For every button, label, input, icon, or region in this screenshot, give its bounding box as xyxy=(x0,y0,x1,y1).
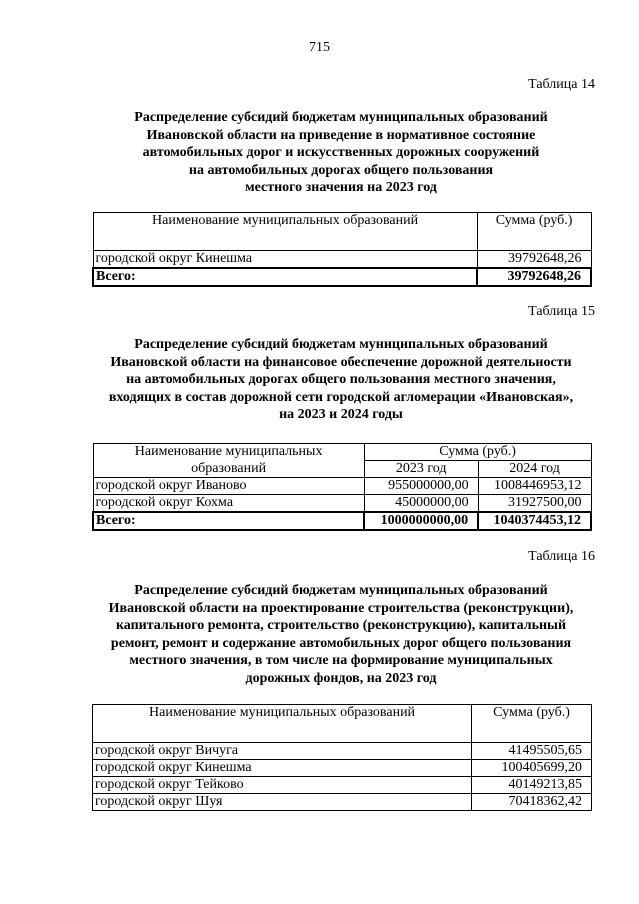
page-number: 715 xyxy=(309,40,330,55)
total-2024-cell: 1040374453,12 xyxy=(478,512,591,530)
title-line: Ивановской области на финансовое обеспечение дорожной деятельности xyxy=(110,354,572,370)
table-14 xyxy=(92,212,592,287)
table-15-title xyxy=(84,336,598,424)
name-cell: городской округ Шуя xyxy=(93,794,472,811)
total-label-cell: Всего: xyxy=(93,268,477,286)
name-cell: городской округ Кохма xyxy=(93,495,364,513)
title-line: входящих в состав дорожной сети городской агломерации «Ивановская», xyxy=(108,389,574,405)
table-row xyxy=(93,495,591,513)
header-name-cell: Наименование муниципальных xyxy=(93,444,364,461)
table-14-title xyxy=(92,109,590,197)
table-row xyxy=(93,478,591,495)
title-line: Распределение субсидий бюджетам муниципальных образований xyxy=(134,337,548,352)
name-cell: городской округ Кинешма xyxy=(93,760,472,777)
header-name-cell: образований xyxy=(93,461,364,478)
title-line: на автомобильных дорогах общего пользования местного значения, xyxy=(126,372,556,387)
name-cell: городской округ Иваново xyxy=(93,478,364,495)
sum-cell: 70418362,42 xyxy=(472,794,592,811)
total-sum-cell: 39792648,26 xyxy=(477,268,591,286)
title-line: Ивановской области на проектирование строительства (реконструкции), xyxy=(108,600,574,616)
sum-cell: 41495505,65 xyxy=(472,743,592,760)
sum-cell: 100405699,20 xyxy=(472,760,592,777)
name-cell: городской округ Тейково xyxy=(93,777,472,794)
table-row xyxy=(93,251,591,269)
total-row xyxy=(93,512,591,530)
table-header-row xyxy=(93,444,591,461)
title-line: Ивановской области на приведение в нормативное состояние xyxy=(146,127,536,143)
table-14-label: Таблица 14 xyxy=(528,77,595,92)
header-sum-cell: Сумма (руб.) xyxy=(472,705,592,743)
header-name-cell: Наименование муниципальных образований xyxy=(93,213,477,251)
value-2024-cell: 1008446953,12 xyxy=(478,478,591,495)
title-line: на автомобильных дорогах общего пользования xyxy=(188,162,494,178)
title-line: автомобильных дорог и искусственных дорожных сооружений xyxy=(142,145,540,160)
sum-cell: 39792648,26 xyxy=(477,251,591,269)
header-sum-cell: Сумма (руб.) xyxy=(477,213,591,251)
title-line: Распределение субсидий бюджетам муниципальных образований xyxy=(134,583,548,598)
table-header-row xyxy=(93,213,591,251)
sum-cell: 40149213,85 xyxy=(472,777,592,794)
table-16 xyxy=(92,704,592,811)
table-15-label: Таблица 15 xyxy=(528,304,595,319)
title-line: ремонт, ремонт и содержание автомобильных дорог общего пользования xyxy=(110,635,572,651)
header-year-cell: 2023 год xyxy=(364,461,478,478)
table-16-title xyxy=(84,582,598,687)
title-line: местного значения на 2023 год xyxy=(245,180,437,195)
table-row xyxy=(93,794,592,811)
name-cell: городской округ Кинешма xyxy=(93,251,477,269)
title-line: местного значения, в том числе на формирование муниципальных xyxy=(129,653,553,668)
table-16-label: Таблица 16 xyxy=(528,549,595,564)
table-row xyxy=(93,777,592,794)
title-line: на 2023 и 2024 годы xyxy=(279,407,403,422)
table-15 xyxy=(92,443,592,531)
title-line: капитального ремонта, строительство (реконструкцию), капитальный xyxy=(115,618,567,633)
title-line: дорожных фондов, на 2023 год xyxy=(245,670,437,686)
header-year-cell: 2024 год xyxy=(478,461,591,478)
table-header-row xyxy=(93,461,591,478)
table-row xyxy=(93,743,592,760)
total-label-cell: Всего: xyxy=(93,512,364,530)
value-2023-cell: 955000000,00 xyxy=(364,478,478,495)
title-line: Распределение субсидий бюджетам муниципальных образований xyxy=(134,110,548,125)
value-2024-cell: 31927500,00 xyxy=(478,495,591,513)
value-2023-cell: 45000000,00 xyxy=(364,495,478,513)
name-cell: городской округ Вичуга xyxy=(93,743,472,760)
table-row xyxy=(93,760,592,777)
total-2023-cell: 1000000000,00 xyxy=(364,512,478,530)
header-sum-cell: Сумма (руб.) xyxy=(364,444,591,461)
table-header-row xyxy=(93,705,592,743)
header-name-cell: Наименование муниципальных образований xyxy=(93,705,472,743)
total-row xyxy=(93,268,591,286)
